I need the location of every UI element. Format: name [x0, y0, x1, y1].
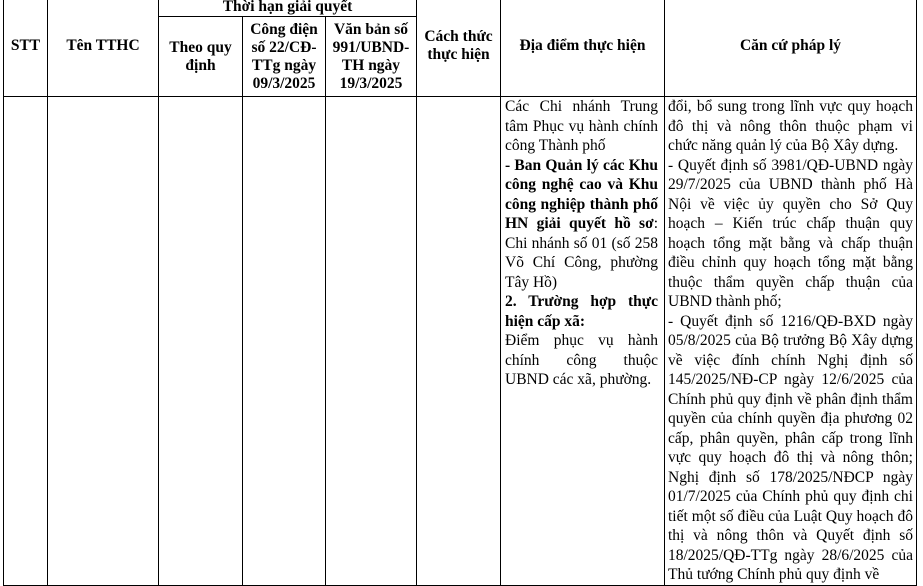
cell-cong-dien	[243, 97, 326, 586]
location-line-1: Các Chi nhánh Trung tâm Phục vụ hành chính công Thành phố	[505, 98, 658, 154]
location-text-2: : Chi nhánh số 01 (số 258 Võ Chí Công, phường Tây Hồ)	[505, 215, 658, 291]
header-thoi-han: Thời hạn giải quyết	[159, 0, 417, 17]
header-cach-thuc: Cách thức thực hiện	[417, 0, 501, 97]
cell-dia-diem	[501, 97, 665, 586]
header-stt: STT	[4, 0, 48, 97]
legal-paragraph-1: đổi, bổ sung trong lĩnh vực quy hoạch đô thị và nông thôn thuộc phạm vi chức năng quản lý của Bộ Xây dựng.	[668, 98, 913, 154]
header-cong-dien: Công điện số 22/CĐ-TTg ngày 09/3/2025	[243, 17, 326, 97]
legal-paragraph-2: - Quyết định số 3981/QĐ-UBND ngày 29/7/2025 của UBND thành phố Hà Nội về việc ủy quyền cho Sở Quy hoạch – Kiến trúc chấp thuận quy hoạch tổng mặt bằng và chấp thuận điều chỉnh quy hoạch tổng mặt bằng thuộc thẩm quyền chấp thuận của UBND thành phố;	[668, 156, 913, 310]
legal-paragraph-3: - Quyết định số 1216/QĐ-BXD ngày 05/8/2025 của Bộ trưởng Bộ Xây dựng về việc đính chính Nghị định số 145/2025/NĐ-CP ngày 12/6/2025 của Chính phủ quy định về phân định thẩm quyền của chính quyền địa phương 02 cấp, phân quyền, phân cấp trong lĩnh vực quy hoạch đô thị và nông thôn; Nghị định số 178/2025/NĐCP ngày 01/7/2025 của Chính phủ quy định chi tiết một số điều của Luật Quy hoạch đô thị và nông thôn và Quyết định số 18/2025/QĐ-TTg ngày 28/6/2025 của Thủ tướng Chính phủ quy định về	[668, 312, 913, 583]
header-van-ban: Văn bản số 991/UBND-TH ngày 19/3/2025	[326, 17, 417, 97]
location-bold-3: 2. Trường hợp thực hiện cấp xã:	[505, 293, 658, 330]
cell-ten-tthc	[48, 97, 159, 586]
cell-cach-thuc	[417, 97, 501, 586]
cell-stt	[4, 97, 48, 586]
location-line-2	[505, 156, 658, 293]
location-text-3: Điểm phục vụ hành chính công thuộc UBND các xã, phường.	[505, 332, 658, 388]
header-theo-quy-dinh: Theo quy định	[159, 17, 243, 97]
cell-can-cu	[665, 97, 917, 586]
procedure-table	[3, 0, 917, 586]
header-dia-diem: Địa điểm thực hiện	[501, 0, 665, 97]
cell-theo-quy-dinh	[159, 97, 243, 586]
location-bold-2: - Ban Quản lý các Khu công nghệ cao và Khu công nghiệp thành phố HN giải quyết hồ sơ	[505, 156, 658, 232]
header-ten-tthc: Tên TTHC	[48, 0, 159, 97]
header-can-cu: Căn cứ pháp lý	[665, 0, 917, 97]
cell-van-ban	[326, 97, 417, 586]
